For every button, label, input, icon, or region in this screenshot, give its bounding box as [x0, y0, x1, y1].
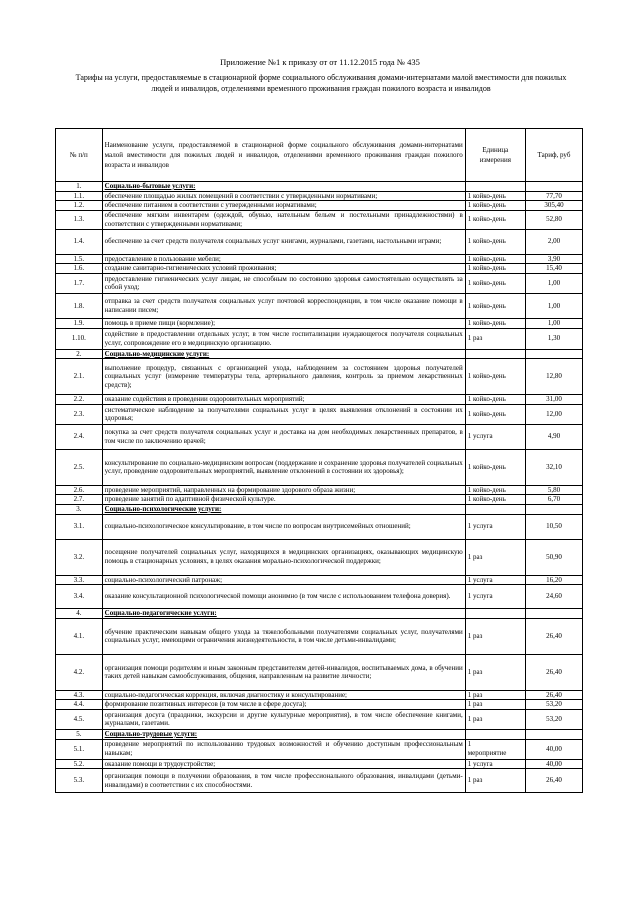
tariff-cell: 3,90	[525, 254, 582, 264]
tariff-cell: 15,40	[525, 264, 582, 274]
service-name-cell: обеспечение мягким инвентарем (одеждой, обувью, нательным бельем и постельными принадлежностями) в соответствии с утвержденными нормативами;	[102, 210, 465, 229]
column-header-service-name: Наименование услуги, предоставляемой в стационарной форме социального обслуживания домами-интернатами малой вместимости для пожилых людей и инвалидов, отделениями временного проживания граждан пожилого возраста и инвалидов	[102, 129, 465, 182]
service-name-cell: Социально-педагогические услуги:	[102, 609, 465, 619]
tariff-cell: 12,00	[525, 404, 582, 424]
unit-cell: 1 койко-день	[465, 293, 525, 318]
service-name-cell: отправка за счет средств получателя социальных услуг почтовой корреспонденции, в том числе оказание помощи в написании писем;	[102, 293, 465, 318]
unit-cell: 1 услуга	[465, 424, 525, 449]
table-header-row	[56, 129, 583, 182]
document-title: Тарифы на услуги, предоставляемые в стационарной форме социального обслуживания домами-интернатами малой вместимости для пожилых людей и инвалидов, отделениями временного проживания граждан пожилого возраста и инвалидов	[75, 73, 567, 93]
section-row	[56, 349, 583, 359]
unit-cell: 1 койко-день	[465, 201, 525, 211]
row-number-cell: 4.1.	[56, 618, 103, 654]
row-number-cell: 4.3.	[56, 690, 103, 700]
table-row	[56, 359, 583, 395]
table-row	[56, 575, 583, 585]
service-name-cell: обеспечение площадью жилых помещений в соответствии с утвержденными нормативами;	[102, 191, 465, 201]
unit-cell	[465, 729, 525, 739]
row-number-cell: 2.4.	[56, 424, 103, 449]
table-row	[56, 654, 583, 690]
row-number-cell: 3.4.	[56, 585, 103, 609]
service-name-cell: консультирование по социально-медицинским вопросам (поддержание и сохранение здоровья получателей социальных услуг, проведение оздоровительных мероприятий, выявление отклонений в состоянии их здоровья);	[102, 449, 465, 485]
row-number-cell: 1.2.	[56, 201, 103, 211]
service-name-cell: оказание консультационной психологической помощи анонимно (в том числе с использованием телефона доверия).	[102, 585, 465, 609]
service-name-cell: обучение практическим навыкам общего ухода за тяжелобольными получателями социальных услуг, получателями социальных услуг, имеющими ограничения жизнедеятельности, в том числе детьми-инвалидами;	[102, 618, 465, 654]
tariff-cell: 53,20	[525, 700, 582, 710]
service-name-cell: Социально-медицинские услуги:	[102, 349, 465, 359]
tariff-cell: 6,70	[525, 495, 582, 505]
tariff-cell: 40,00	[525, 759, 582, 769]
row-number-cell: 5.2.	[56, 759, 103, 769]
appendix-note: Приложение №1 к приказу от от 11.12.2015 года № 435	[220, 57, 420, 67]
table-row	[56, 273, 583, 293]
service-name-cell: посещение получателей социальных услуг, находящихся в медицинских организациях, оказывающих медицинскую помощь в стационарных условиях, в целях оказания морально-психологической поддержки;	[102, 539, 465, 575]
section-row	[56, 609, 583, 619]
row-number-cell: 4.2.	[56, 654, 103, 690]
unit-cell: 1 койко-день	[465, 254, 525, 264]
row-number-cell: 5.3.	[56, 769, 103, 793]
tariff-cell: 1,30	[525, 328, 582, 349]
service-name-cell: социально-психологический патронаж;	[102, 575, 465, 585]
tariff-cell	[525, 609, 582, 619]
table-row	[56, 769, 583, 793]
table-row	[56, 514, 583, 539]
unit-cell: 1 койко-день	[465, 404, 525, 424]
column-header-tariff: Тариф, руб	[525, 129, 582, 182]
table-row	[56, 539, 583, 575]
unit-cell: 1 койко-день	[465, 485, 525, 495]
row-number-cell: 2.3.	[56, 404, 103, 424]
service-name-cell: организация помощи родителям и иным законным представителям детей-инвалидов, воспитываемых дома, в обучении таких детей навыкам самообслуживания, общения, направленным на развитие личности;	[102, 654, 465, 690]
row-number-cell: 3.3.	[56, 575, 103, 585]
table-row	[56, 201, 583, 211]
table-row	[56, 449, 583, 485]
tariff-cell: 50,90	[525, 539, 582, 575]
unit-cell: 1 койко-день	[465, 229, 525, 254]
unit-cell: 1 услуга	[465, 514, 525, 539]
unit-cell: 1 койко-день	[465, 191, 525, 201]
service-name-cell: покупка за счет средств получателя социальных услуг и доставка на дом необходимых лекарственных препаратов, в том числе по заключению врачей;	[102, 424, 465, 449]
table-row	[56, 424, 583, 449]
row-number-cell: 5.	[56, 729, 103, 739]
tariff-cell: 1,00	[525, 293, 582, 318]
service-name-cell: организация помощи в получении образования, в том числе профессионального образования, инвалидами (детьми-инвалидами) в соответствии с их способностями.	[102, 769, 465, 793]
unit-cell: 1 раз	[465, 690, 525, 700]
row-number-cell: 5.1.	[56, 739, 103, 759]
row-number-cell: 2.1.	[56, 359, 103, 395]
service-name-cell: социально-психологическое консультирование, в том числе по вопросам внутрисемейных отношений;	[102, 514, 465, 539]
table-row	[56, 618, 583, 654]
unit-cell: 1 раз	[465, 654, 525, 690]
column-header-unit: Единица измерения	[465, 129, 525, 182]
tariff-cell	[525, 349, 582, 359]
unit-cell: 1 раз	[465, 700, 525, 710]
tariff-cell: 2,00	[525, 229, 582, 254]
tariff-cell	[525, 729, 582, 739]
unit-cell	[465, 182, 525, 192]
row-number-cell: 3.2.	[56, 539, 103, 575]
unit-cell: 1 раз	[465, 709, 525, 729]
unit-cell: 1 раз	[465, 769, 525, 793]
row-number-cell: 2.6.	[56, 485, 103, 495]
unit-cell: 1 мероприятие	[465, 739, 525, 759]
table-row	[56, 318, 583, 328]
column-header-number: № п/п	[56, 129, 103, 182]
unit-cell	[465, 349, 525, 359]
tariff-cell: 26,40	[525, 690, 582, 700]
table-row	[56, 395, 583, 405]
unit-cell: 1 раз	[465, 539, 525, 575]
unit-cell: 1 услуга	[465, 759, 525, 769]
tariff-cell: 5,80	[525, 485, 582, 495]
tariff-cell: 305,40	[525, 201, 582, 211]
unit-cell: 1 услуга	[465, 575, 525, 585]
table-row	[56, 739, 583, 759]
row-number-cell: 1.	[56, 182, 103, 192]
row-number-cell: 2.5.	[56, 449, 103, 485]
table-row	[56, 210, 583, 229]
table-row	[56, 759, 583, 769]
service-name-cell: формирование позитивных интересов (в том числе в сфере досуга);	[102, 700, 465, 710]
tariff-cell: 52,80	[525, 210, 582, 229]
row-number-cell: 1.7.	[56, 273, 103, 293]
section-row	[56, 729, 583, 739]
service-name-cell: Социально-психологические услуги:	[102, 504, 465, 514]
table-row	[56, 254, 583, 264]
row-number-cell: 1.9.	[56, 318, 103, 328]
tariff-cell: 12,80	[525, 359, 582, 395]
row-number-cell: 2.7.	[56, 495, 103, 505]
row-number-cell: 2.2.	[56, 395, 103, 405]
table-row	[56, 293, 583, 318]
row-number-cell: 4.5.	[56, 709, 103, 729]
table-row	[56, 191, 583, 201]
service-name-cell: социально-педагогическая коррекция, включая диагностику и консультирование;	[102, 690, 465, 700]
tariff-cell: 10,50	[525, 514, 582, 539]
unit-cell: 1 койко-день	[465, 318, 525, 328]
unit-cell: 1 раз	[465, 328, 525, 349]
tariff-cell: 26,40	[525, 618, 582, 654]
tariff-cell: 31,00	[525, 395, 582, 405]
unit-cell: 1 койко-день	[465, 495, 525, 505]
unit-cell	[465, 504, 525, 514]
service-name-cell: проведение занятий по адаптивной физической культуре.	[102, 495, 465, 505]
unit-cell: 1 услуга	[465, 585, 525, 609]
service-name-cell: проведение мероприятий, направленных на формирование здорового образа жизни;	[102, 485, 465, 495]
table-row	[56, 485, 583, 495]
service-name-cell: предоставление в пользование мебели;	[102, 254, 465, 264]
row-number-cell: 4.	[56, 609, 103, 619]
service-name-cell: систематическое наблюдение за получателями социальных услуг в целях выявления отклонений в состоянии их здоровья;	[102, 404, 465, 424]
unit-cell	[465, 609, 525, 619]
tariff-cell	[525, 182, 582, 192]
service-name-cell: обеспечение питанием в соответствии с утвержденными нормативами;	[102, 201, 465, 211]
service-name-cell: оказание содействия в проведении оздоровительных мероприятий;	[102, 395, 465, 405]
service-name-cell: выполнение процедур, связанных с организацией ухода, наблюдением за состоянием здоровья получателей социальных услуг (измерение температуры тела, артериального давления, контроль за приемом лекарственных средств);	[102, 359, 465, 395]
service-name-cell: оказание помощи в трудоустройстве;	[102, 759, 465, 769]
tariff-cell: 32,10	[525, 449, 582, 485]
tariff-cell: 1,00	[525, 318, 582, 328]
service-name-cell: помощь в приеме пищи (кормление);	[102, 318, 465, 328]
table-row	[56, 328, 583, 349]
tariff-cell: 24,60	[525, 585, 582, 609]
tariff-cell: 16,20	[525, 575, 582, 585]
row-number-cell: 1.8.	[56, 293, 103, 318]
service-name-cell: Социально-трудовые услуги:	[102, 729, 465, 739]
unit-cell: 1 койко-день	[465, 210, 525, 229]
table-row	[56, 264, 583, 274]
tariff-cell	[525, 504, 582, 514]
service-name-cell: обеспечение за счет средств получателя социальных услуг книгами, журналами, газетами, настольными играми;	[102, 229, 465, 254]
row-number-cell: 1.1.	[56, 191, 103, 201]
row-number-cell: 1.3.	[56, 210, 103, 229]
table-row	[56, 700, 583, 710]
tariff-cell: 26,40	[525, 769, 582, 793]
service-name-cell: проведение мероприятий по использованию трудовых возможностей и обучению доступным профессиональным навыкам;	[102, 739, 465, 759]
unit-cell: 1 койко-день	[465, 395, 525, 405]
row-number-cell: 3.	[56, 504, 103, 514]
table-row	[56, 585, 583, 609]
unit-cell: 1 раз	[465, 618, 525, 654]
service-name-cell: Социально-бытовые услуги:	[102, 182, 465, 192]
unit-cell: 1 койко-день	[465, 273, 525, 293]
row-number-cell: 2.	[56, 349, 103, 359]
table-row	[56, 404, 583, 424]
row-number-cell: 1.6.	[56, 264, 103, 274]
section-row	[56, 182, 583, 192]
row-number-cell: 4.4.	[56, 700, 103, 710]
table-row	[56, 229, 583, 254]
unit-cell: 1 койко-день	[465, 264, 525, 274]
tariff-cell: 1,00	[525, 273, 582, 293]
service-name-cell: предоставление гигиенических услуг лицам, не способным по состоянию здоровья самостоятельно осуществлять за собой уход;	[102, 273, 465, 293]
tariff-cell: 26,40	[525, 654, 582, 690]
row-number-cell: 3.1.	[56, 514, 103, 539]
row-number-cell: 1.10.	[56, 328, 103, 349]
tariff-table	[55, 128, 583, 793]
table-row	[56, 709, 583, 729]
unit-cell: 1 койко-день	[465, 359, 525, 395]
table-body	[56, 182, 583, 793]
service-name-cell: организация досуга (праздники, экскурсии и другие культурные мероприятия), в том числе обеспечение книгами, журналами, газетами.	[102, 709, 465, 729]
service-name-cell: создание санитарно-гигиенических условий проживания;	[102, 264, 465, 274]
unit-cell: 1 койко-день	[465, 449, 525, 485]
row-number-cell: 1.5.	[56, 254, 103, 264]
service-name-cell: содействие в предоставлении отдельных услуг, в том числе госпитализации нуждающегося получателя социальных услуг, сопровождение его в медицинскую организацию.	[102, 328, 465, 349]
row-number-cell: 1.4.	[56, 229, 103, 254]
table-row	[56, 495, 583, 505]
tariff-cell: 40,00	[525, 739, 582, 759]
tariff-cell: 4,90	[525, 424, 582, 449]
tariff-cell: 77,70	[525, 191, 582, 201]
section-row	[56, 504, 583, 514]
tariff-cell: 53,20	[525, 709, 582, 729]
table-row	[56, 690, 583, 700]
